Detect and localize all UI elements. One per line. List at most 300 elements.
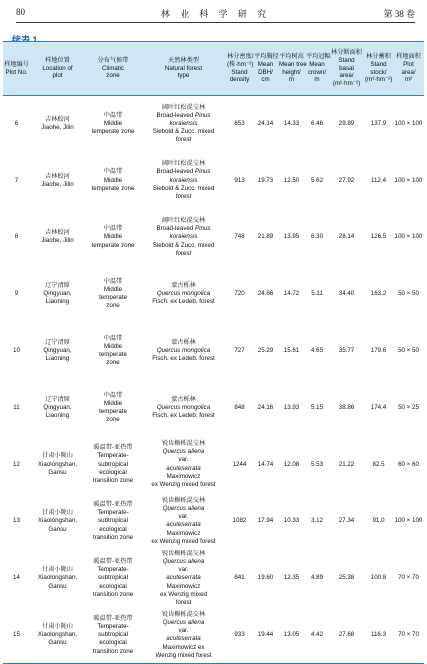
header-line: Mean — [257, 60, 274, 68]
cell-line — [142, 120, 225, 128]
cell-line — [142, 282, 225, 290]
mean-dbh-cell: 25.29 — [257, 346, 274, 354]
forest-text: 锐齿槲栎混交林 — [161, 496, 206, 504]
table-row — [3, 266, 424, 323]
location-cell — [30, 209, 85, 266]
forest-text: ex Wenzig mixed — [160, 590, 207, 598]
mean-dbh-cell: 19.73 — [257, 176, 274, 184]
header-line: basal — [339, 64, 354, 72]
cell-line — [142, 497, 225, 505]
header-line: plot — [52, 72, 63, 80]
cell-line: zone — [106, 302, 120, 310]
forest-text: ex Wenzig mixed forest — [151, 537, 216, 545]
plot-area-cell: 50 × 50 — [398, 346, 419, 354]
forest-species-name: Quercus mongolica — [156, 403, 211, 411]
cell-line: 暖温带-亚热带 — [93, 501, 133, 508]
mean-crown-cell: 3.12 — [310, 517, 324, 525]
header-line: area/ — [401, 68, 416, 76]
cell-line: transition zone — [92, 533, 134, 541]
header-line: density — [229, 76, 250, 84]
cell-line: Xiaolongshan, — [37, 574, 78, 582]
climatic-zone-cell — [85, 96, 141, 153]
header-line: DBH/ — [258, 68, 273, 76]
mean-height-cell: 12.08 — [283, 460, 300, 468]
forest-species-name: acuteserrata — [166, 635, 201, 643]
forest-species-name: acuteserrata — [166, 574, 201, 582]
location-cell — [30, 436, 85, 493]
forest-text: Fisch. ex Ledeb. forest — [152, 411, 215, 419]
forest-type-cell — [141, 96, 226, 153]
header-climatic-zone — [85, 42, 141, 96]
header-line: (株·hm⁻²) — [227, 60, 254, 68]
cell-line — [142, 635, 225, 643]
cell-line: temperate — [99, 294, 127, 302]
forest-species-name: Quercus aliena — [162, 505, 205, 513]
cell-line: subtropical — [98, 574, 128, 582]
table-row — [3, 152, 424, 209]
forest-text: Broad-leaved — [156, 168, 196, 176]
stand-density-cell: 848 — [234, 403, 245, 411]
cell-line — [142, 250, 225, 258]
header-line: area/ — [339, 72, 354, 80]
forest-text: Broad-leaved — [156, 225, 196, 233]
cell-line — [142, 217, 225, 225]
cell-line — [142, 652, 225, 660]
cell-line: 甘肃小陇山 — [42, 566, 73, 574]
stand-stock-cell: 163.2 — [370, 290, 387, 298]
climatic-zone-cell — [85, 152, 141, 209]
climatic-zone-cell — [85, 209, 141, 266]
table-row — [3, 493, 424, 550]
cell-line — [142, 440, 225, 448]
cell-line — [142, 160, 225, 168]
basal-area-cell: 38.86 — [338, 403, 355, 411]
plot-area-cell: 50 × 50 — [398, 290, 419, 298]
mean-crown-cell: 5.53 — [310, 460, 324, 468]
cell-line — [142, 193, 225, 201]
location-cell — [30, 323, 85, 380]
table-row — [3, 209, 424, 266]
location-cell — [30, 266, 85, 323]
forest-species-name: forest — [175, 249, 192, 257]
cell-line: Liaoning — [45, 411, 70, 419]
plot-number-cell: 13 — [13, 517, 20, 525]
forest-text: Siebold & Zucc. mixed — [152, 128, 215, 136]
forest-plot-table — [3, 41, 424, 664]
plot-area-cell: 100 × 100 — [394, 176, 423, 184]
forest-species-name: Pinus — [195, 111, 211, 119]
forest-species-name: koraiensis — [169, 120, 198, 128]
header-line: height/ — [282, 68, 301, 76]
cell-line: Qingyuan, — [43, 290, 72, 298]
mean-crown-cell: 6.30 — [310, 233, 324, 241]
climatic-zone-cell — [85, 323, 141, 380]
forest-text: 锐齿槲栎混交林 — [161, 440, 206, 448]
forest-text: ex Wenzig mixed forest — [151, 481, 216, 489]
header-line: (m³·hm⁻²) — [365, 76, 393, 84]
mean-dbh-cell: 14.74 — [257, 460, 274, 468]
forest-text: 锐齿槲栎混交林 — [161, 549, 206, 557]
mean-dbh-cell: 17.94 — [257, 517, 274, 525]
forest-species-name: Quercus aliena — [162, 558, 205, 566]
header-mean-crown — [305, 42, 329, 96]
plot-number-cell: 9 — [14, 290, 19, 298]
stand-stock-cell: 137.9 — [370, 120, 387, 128]
mean-crown-cell: 6.46 — [310, 120, 324, 128]
forest-type-cell — [141, 607, 226, 664]
header-line: Location of — [42, 64, 73, 72]
cell-line: Qingyuan, — [43, 403, 72, 411]
cell-line: temperate zone — [91, 241, 135, 249]
cell-line: Temperate- — [97, 623, 129, 631]
cell-line — [142, 225, 225, 233]
forest-type-cell — [141, 152, 226, 209]
page-number: 80 — [16, 7, 25, 17]
table-header-row — [3, 42, 424, 96]
cell-line — [142, 290, 225, 298]
forest-species-name: koraiensis — [169, 176, 198, 184]
cell-line — [142, 404, 225, 412]
location-cell — [30, 493, 85, 550]
stand-stock-cell: 100.8 — [370, 574, 387, 582]
plot-number-cell: 14 — [13, 574, 20, 582]
cell-line: subtropical — [98, 460, 128, 468]
forest-species-name: acuteserrata — [166, 464, 201, 472]
forest-type-cell — [141, 266, 226, 323]
plot-area-cell: 70 × 70 — [393, 607, 424, 664]
cell-line: Middle — [103, 233, 123, 241]
forest-text: Fisch. ex Ledeb. forest — [152, 298, 215, 306]
cell-line: 吉林蛟河 — [45, 115, 70, 123]
plot-area-cell: 60 × 60 — [398, 460, 419, 468]
climatic-zone-cell — [85, 607, 141, 664]
cell-line — [142, 128, 225, 136]
cell-line: 暖温带-亚热带 — [93, 444, 133, 452]
cell-line: Middle — [103, 120, 123, 128]
climatic-zone-cell — [85, 436, 141, 493]
cell-line: 甘肃小陇山 — [42, 452, 73, 460]
cell-line: Qingyuan, — [43, 346, 72, 354]
mean-height-cell: 12.50 — [283, 176, 300, 184]
mean-height-cell: 14.72 — [283, 290, 300, 298]
table-row — [3, 96, 424, 153]
cell-line: Gansu — [48, 639, 67, 647]
basal-area-cell: 27.68 — [329, 607, 364, 664]
forest-species-name: forest — [175, 136, 192, 144]
header-line: 分布气候带 — [97, 56, 129, 64]
cell-line: transition zone — [92, 476, 134, 484]
cell-line: Gansu — [48, 468, 67, 476]
location-cell — [30, 550, 85, 607]
forest-type-cell — [141, 436, 226, 493]
cell-line: 吉林蛟河 — [45, 172, 70, 180]
forest-text: 阔叶红松混交林 — [161, 160, 206, 168]
cell-line: Gansu — [48, 525, 67, 533]
stand-density-cell: 720 — [234, 290, 245, 298]
journal-title: 林 业 科 学 研 究 — [160, 9, 271, 19]
mean-height-cell: 13.05 — [278, 607, 305, 664]
mean-crown-cell: 5.11 — [311, 290, 323, 298]
cell-line: ecological — [99, 639, 127, 647]
climatic-zone-cell — [85, 379, 141, 436]
mean-crown-cell: 5.62 — [310, 176, 324, 184]
forest-text: Maximowicz — [166, 472, 201, 480]
cell-line: 辽宁清原 — [45, 338, 70, 346]
mean-crown-cell: 4.42 — [305, 607, 329, 664]
mean-height-cell: 15.61 — [283, 346, 300, 354]
plot-number-cell: 11 — [13, 403, 20, 411]
header-stand-density — [226, 42, 253, 96]
cell-line: Liaoning — [45, 298, 70, 306]
cell-line — [142, 599, 225, 607]
table-row — [3, 379, 424, 436]
forest-type-cell — [141, 493, 226, 550]
location-cell — [30, 607, 85, 664]
table-row — [3, 323, 424, 380]
stand-stock-cell: 179.6 — [370, 346, 387, 354]
cell-line: Xiaolongshan, — [37, 517, 78, 525]
cell-line — [142, 412, 225, 420]
plot-number-cell: 12 — [13, 460, 20, 468]
mean-dbh-cell: 21.89 — [257, 233, 274, 241]
cell-line — [142, 644, 225, 652]
cell-line: 暖温带-亚热带 — [93, 614, 133, 622]
cell-line: Xiaolongshan, — [37, 631, 78, 639]
cell-line: Xiaolongshan, — [37, 460, 78, 468]
cell-line: 中温带 — [103, 277, 123, 285]
stand-stock-cell: 91.0 — [372, 517, 385, 525]
header-line: Stand — [231, 68, 248, 76]
stand-density-cell: 913 — [234, 176, 245, 184]
plot-area-cell: 50 × 25 — [398, 403, 419, 411]
cell-line: ecological — [99, 582, 127, 590]
header-basal-area — [329, 42, 364, 96]
cell-line — [142, 538, 225, 546]
plot-number-cell: 8 — [14, 233, 19, 241]
cell-line: Liaoning — [45, 355, 70, 363]
mean-height-cell: 14.33 — [283, 120, 300, 128]
forest-type-cell — [141, 379, 226, 436]
forest-text: 蒙古栎林 — [171, 338, 196, 346]
cell-line: zone — [106, 416, 120, 424]
forest-species-name: Pinus — [195, 225, 211, 233]
header-line: Stand — [370, 60, 387, 68]
header-line: stock/ — [370, 68, 387, 76]
climatic-zone-cell — [85, 266, 141, 323]
cell-line — [142, 465, 225, 473]
cell-line: 吉林蛟河 — [45, 229, 70, 237]
cell-line: ecological — [99, 525, 127, 533]
forest-species-name: forest — [175, 192, 192, 200]
stand-stock-cell: 112.4 — [370, 176, 387, 184]
forest-text: 锐齿槲栎混交林 — [161, 610, 206, 618]
header-line: (m²·hm⁻²) — [332, 80, 361, 88]
forest-text: var. — [178, 627, 189, 635]
header-line: 林分蓄积 — [366, 52, 391, 60]
basal-area-cell: 35.77 — [338, 346, 355, 354]
cell-line — [142, 448, 225, 456]
header-line: m — [288, 76, 295, 84]
cell-line — [142, 513, 225, 521]
forest-text: forest — [175, 599, 192, 606]
cell-line — [142, 566, 225, 574]
header-line: zone — [106, 72, 120, 80]
mean-height-cell: 13.95 — [283, 233, 300, 241]
cell-line: 中温带 — [103, 168, 123, 176]
header-line: type — [177, 72, 190, 80]
stand-density-cell: 841 — [234, 574, 245, 582]
cell-line — [142, 481, 225, 489]
mean-height-cell: 10.33 — [283, 517, 300, 525]
header-line: cm — [261, 76, 270, 84]
mean-height-cell: 13.93 — [283, 403, 300, 411]
basal-area-cell: 27.34 — [338, 517, 355, 525]
location-cell — [30, 379, 85, 436]
header-plot-area — [393, 42, 424, 96]
header-line: 林分断面积 — [331, 48, 362, 56]
plot-number-cell: 6 — [14, 120, 19, 128]
cell-line: Middle — [103, 342, 123, 350]
mean-dbh-cell: 24.14 — [257, 120, 274, 128]
cell-line: Temperate- — [97, 566, 129, 574]
header-mean-height — [278, 42, 305, 96]
mean-dbh-cell: 19.44 — [253, 607, 278, 664]
plot-area-cell: 70 × 70 — [398, 574, 419, 582]
cell-line: 中温带 — [103, 391, 123, 399]
cell-line — [142, 619, 225, 627]
cell-line: temperate zone — [91, 184, 135, 192]
cell-line — [142, 530, 225, 538]
cell-line — [142, 298, 225, 306]
stand-stock-cell: 82.5 — [372, 460, 385, 468]
mean-dbh-cell: 24.16 — [257, 403, 274, 411]
basal-area-cell: 21.22 — [338, 460, 355, 468]
forest-species-name: Quercus aliena — [162, 618, 205, 626]
cell-line — [142, 339, 225, 347]
cell-line — [142, 104, 225, 112]
forest-species-name: Quercus mongolica — [156, 346, 211, 354]
cell-line: Middle — [103, 399, 123, 407]
plot-area-cell: 100 × 100 — [394, 120, 423, 128]
forest-text: var. — [178, 566, 189, 574]
table-body — [3, 96, 424, 664]
header-line: Plot — [403, 60, 414, 68]
header-line: 样地面积 — [396, 52, 421, 60]
header-line: 平均冠幅 — [306, 52, 331, 60]
header-stand-stock — [364, 42, 393, 96]
forest-text: Maximowicz — [166, 529, 201, 537]
header-line: 天然林类型 — [168, 56, 199, 64]
header-mean-dbh — [253, 42, 278, 96]
cell-line — [142, 136, 225, 144]
stand-stock-cell: 174.4 — [370, 403, 387, 411]
stand-stock-cell: 126.5 — [370, 233, 387, 241]
cell-line — [142, 456, 225, 464]
cell-line: Middle — [103, 286, 123, 294]
header-line: 样地编号 — [4, 60, 29, 68]
plot-number-cell: 10 — [13, 346, 20, 354]
cell-line: Temperate- — [97, 452, 129, 460]
cell-line — [142, 355, 225, 363]
mean-crown-cell: 4.89 — [310, 574, 324, 582]
cell-line: Temperate- — [97, 509, 129, 517]
cell-line: transition zone — [92, 647, 134, 655]
forest-species-name: Quercus mongolica — [156, 290, 211, 298]
cell-line: temperate zone — [91, 128, 135, 136]
header-line: m — [314, 76, 320, 84]
location-cell — [30, 96, 85, 153]
cell-line — [142, 505, 225, 513]
header-forest-type — [141, 42, 226, 96]
cell-line — [142, 521, 225, 529]
cell-line — [142, 591, 225, 599]
mean-dbh-cell: 24.66 — [257, 290, 274, 298]
cell-line: 中温带 — [103, 225, 123, 233]
cell-line: 暖温带-亚热带 — [93, 558, 133, 566]
cell-line — [142, 233, 225, 241]
table-row — [3, 436, 424, 493]
cell-line — [142, 112, 225, 120]
forest-text: Siebold & Zucc. mixed — [152, 184, 215, 192]
cell-line — [142, 627, 225, 635]
cell-line — [142, 574, 225, 582]
table-row — [3, 550, 424, 607]
stand-density-cell: 1244 — [232, 460, 247, 468]
forest-text: 蒙古栎林 — [171, 395, 196, 403]
climatic-zone-cell — [85, 550, 141, 607]
forest-species-name: koraiensis — [169, 233, 198, 241]
header-line: Stand — [338, 56, 355, 64]
cell-line — [142, 347, 225, 355]
basal-area-cell: 34.40 — [338, 290, 355, 298]
stand-density-cell: 748 — [234, 233, 245, 241]
table-row — [3, 607, 424, 664]
cell-line — [142, 242, 225, 250]
stand-density-cell: 933 — [226, 607, 253, 664]
climatic-zone-cell — [85, 493, 141, 550]
header-location — [30, 42, 85, 96]
cell-line — [142, 168, 225, 176]
cell-line: subtropical — [98, 517, 128, 525]
forest-species-name: acuteserrata — [166, 521, 201, 529]
running-header — [16, 6, 415, 23]
cell-line — [142, 550, 225, 558]
cell-line: ecological — [99, 468, 127, 476]
cell-line: 甘肃小陇山 — [42, 509, 73, 517]
forest-text: 阔叶红松混交林 — [161, 217, 206, 225]
cell-line: 中温带 — [103, 334, 123, 342]
cell-line: Jiaohe, Jilin — [41, 237, 74, 245]
cell-line: 中温带 — [103, 111, 123, 119]
forest-type-cell — [141, 209, 226, 266]
cell-line — [142, 396, 225, 404]
cell-line: transition zone — [92, 590, 134, 598]
stand-density-cell: 727 — [234, 346, 245, 354]
mean-height-cell: 12.35 — [283, 574, 300, 582]
table-caption: 续表 1 — [12, 35, 38, 45]
forest-text: 阔叶红松混交林 — [161, 103, 206, 111]
header-line: Climatic — [101, 64, 124, 72]
stand-density-cell: 1082 — [232, 517, 247, 525]
plot-area-cell: 100 × 100 — [394, 517, 423, 525]
cell-line: zone — [106, 359, 120, 367]
cell-line: 辽宁清原 — [45, 282, 70, 289]
header-line: 样地位置 — [45, 56, 70, 64]
cell-line: 辽宁清原 — [45, 395, 70, 403]
cell-line: temperate — [99, 351, 127, 359]
cell-line: Jiaohe, Jilin — [41, 180, 74, 188]
forest-type-cell — [141, 323, 226, 380]
